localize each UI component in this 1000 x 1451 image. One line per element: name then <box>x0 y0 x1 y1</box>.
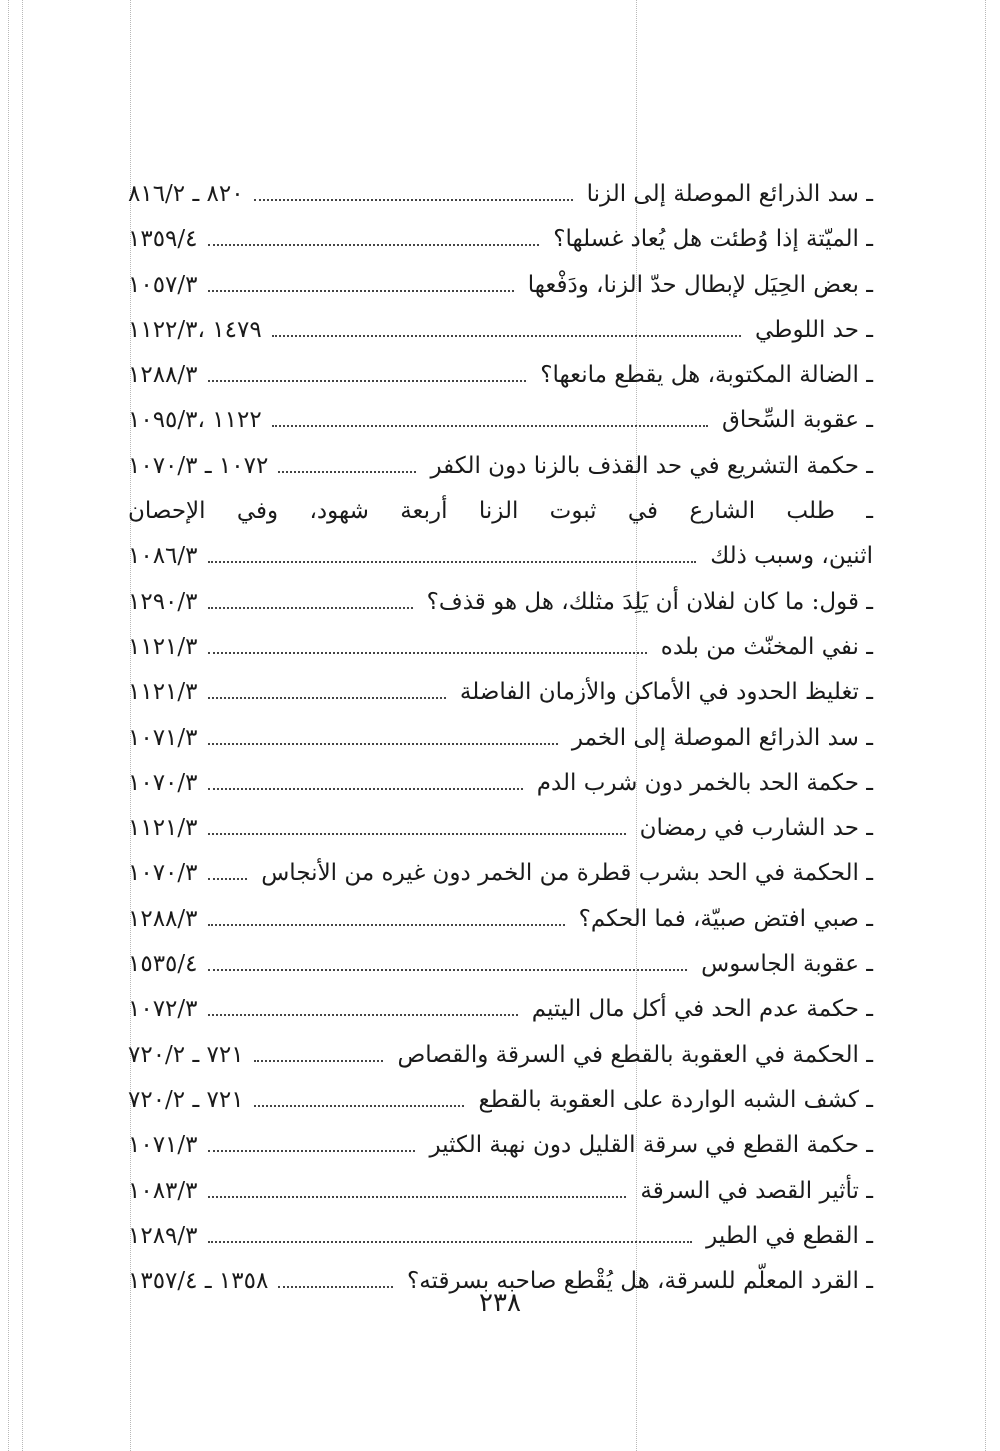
entry-title: ـ طلب الشارع في ثبوت الزنا أربعة شهود، وفي الإحصان <box>128 498 873 525</box>
leader-dots <box>254 1105 465 1107</box>
leader-dots <box>272 425 708 427</box>
index-entry <box>128 1123 873 1168</box>
leader-dots <box>208 1150 416 1152</box>
index-entry <box>128 851 873 896</box>
leader-dots <box>208 788 523 790</box>
entry-title: ـ الحكمة في العقوبة بالقطع في السرقة والقصاص <box>397 1041 873 1068</box>
index-entry <box>128 987 873 1032</box>
entry-title: ـ صبي افتض صبيّة، فما الحكم؟ <box>578 905 873 932</box>
entry-reference: ١٢٨٨/٣ <box>128 905 198 932</box>
entry-reference: ١٤٧٩ ،١١٢٢/٣ <box>128 316 262 343</box>
scan-guide-line <box>985 0 986 1451</box>
leader-dots <box>208 244 540 246</box>
leader-dots <box>272 335 741 337</box>
index-entry <box>128 1214 873 1259</box>
index-entry <box>128 398 873 443</box>
leader-dots <box>208 380 527 382</box>
entry-title: ـ سد الذرائع الموصلة إلى الزنا <box>586 181 873 207</box>
entry-title: ـ كشف الشبه الواردة على العقوبة بالقطع <box>478 1086 873 1113</box>
entry-reference: ١١٢١/٣ <box>128 815 198 842</box>
index-entry <box>128 761 873 806</box>
scan-guide-line <box>8 0 9 1451</box>
leader-dots <box>208 652 647 654</box>
entry-title: ـ تأثير القصد في السرقة <box>640 1177 873 1204</box>
entry-reference: ٧٢١ ـ ٧٢٠/٢ <box>128 1041 244 1068</box>
entry-title: ـ الميّتة إذا وُطئت هل يُعاد غسلها؟ <box>553 226 873 253</box>
index-entry <box>128 444 873 489</box>
page-number: ٢٣٨ <box>479 1288 521 1318</box>
entry-reference: ١٢٨٩/٣ <box>128 1222 198 1249</box>
entry-title: ـ الحكمة في الحد بشرب قطرة من الخمر دون غيره من الأنجاس <box>261 860 873 887</box>
index-entry <box>128 217 873 262</box>
index-entry <box>128 897 873 942</box>
entry-reference: ١٥٣٥/٤ <box>128 951 198 978</box>
leader-dots <box>254 199 573 201</box>
entry-title: ـ نفي المخنّث من بلده <box>660 633 873 660</box>
leader-dots <box>208 743 558 745</box>
index-entry <box>128 580 873 625</box>
entry-title: ـ عقوبة السِّحاق <box>722 407 873 434</box>
entry-title: ـ القرد المعلّم للسرقة، هل يُقْطع صاحبه بسرقته؟ <box>407 1268 873 1295</box>
index-entry <box>128 625 873 670</box>
index-entry-continuation <box>128 534 873 579</box>
entry-reference: ١٠٧١/٣ <box>128 724 198 751</box>
leader-dots <box>208 878 248 880</box>
index-entry <box>128 806 873 851</box>
entry-reference: ١٢٨٨/٣ <box>128 362 198 389</box>
entry-reference: ١٠٧٠/٣ <box>128 860 198 887</box>
entry-title: ـ حكمة عدم الحد في أكل مال اليتيم <box>531 996 873 1023</box>
entry-title: ـ الضالة المكتوبة، هل يقطع مانعها؟ <box>540 362 873 389</box>
leader-dots <box>208 561 697 563</box>
leader-dots <box>208 1014 518 1016</box>
entry-title: ـ حكمة القطع في سرقة القليل دون نهبة الكثير <box>429 1132 873 1159</box>
entry-reference: ١٠٧٢ ـ ١٠٧٠/٣ <box>128 452 269 479</box>
entry-reference: ١١٢٢ ،١٠٩٥/٣ <box>128 407 262 434</box>
index-list <box>128 172 873 1304</box>
entry-reference: ٨٢٠ ـ ٨١٦/٢ <box>128 181 244 207</box>
entry-title: ـ القطع في الطير <box>706 1222 873 1249</box>
entry-reference: ١٠٧١/٣ <box>128 1132 198 1159</box>
entry-title: ـ حكمة الحد بالخمر دون شرب الدم <box>536 769 873 796</box>
entry-title: ـ حد الشارب في رمضان <box>639 815 873 842</box>
entry-title: ـ سد الذرائع الموصلة إلى الخمر <box>571 724 873 751</box>
index-entry <box>128 489 873 534</box>
leader-dots <box>208 607 413 609</box>
leader-dots <box>208 969 688 971</box>
index-entry <box>128 1078 873 1123</box>
entry-title: اثنين، وسبب ذلك <box>710 543 873 570</box>
index-entry <box>128 942 873 987</box>
entry-reference: ١٠٨٦/٣ <box>128 543 198 570</box>
index-entry <box>128 353 873 398</box>
entry-title: ـ عقوبة الجاسوس <box>701 951 873 978</box>
index-entry <box>128 172 873 217</box>
index-entry <box>128 308 873 353</box>
leader-dots <box>208 924 565 926</box>
entry-reference: ١٠٧٢/٣ <box>128 996 198 1023</box>
entry-reference: ١٠٧٠/٣ <box>128 769 198 796</box>
entry-title: ـ حكمة التشريع في حد القذف بالزنا دون الكفر <box>430 452 873 479</box>
leader-dots <box>208 697 446 699</box>
entry-title: ـ تغليظ الحدود في الأماكن والأزمان الفاضلة <box>459 679 873 706</box>
leader-dots <box>208 290 514 292</box>
entry-reference: ١٣٥٨ ـ ١٣٥٧/٤ <box>128 1268 269 1295</box>
entry-title: ـ بعض الحِيَل لإبطال حدّ الزنا، ودَفْعها <box>527 271 873 298</box>
index-entry <box>128 1169 873 1214</box>
entry-title: ـ حد اللوطي <box>754 316 873 343</box>
index-entry <box>128 1033 873 1078</box>
leader-dots <box>208 1196 627 1198</box>
entry-title: ـ قول: ما كان لفلان أن يَلِدَ مثلك، هل هو قذف؟ <box>426 588 873 615</box>
entry-reference: ١٠٥٧/٣ <box>128 271 198 298</box>
scan-guide-line <box>22 0 23 1451</box>
leader-dots <box>278 471 416 473</box>
leader-dots <box>254 1060 384 1062</box>
entry-reference: ١٠٨٣/٣ <box>128 1177 198 1204</box>
index-entry <box>128 670 873 715</box>
entry-reference: ١٢٩٠/٣ <box>128 588 198 615</box>
leader-dots <box>208 833 626 835</box>
entry-reference: ١٣٥٩/٤ <box>128 226 198 253</box>
entry-reference: ١١٢١/٣ <box>128 633 198 660</box>
index-entry <box>128 716 873 761</box>
leader-dots <box>208 1241 693 1243</box>
entry-reference: ١١٢١/٣ <box>128 679 198 706</box>
entry-reference: ٧٢١ ـ ٧٢٠/٢ <box>128 1086 244 1113</box>
index-entry <box>128 263 873 308</box>
